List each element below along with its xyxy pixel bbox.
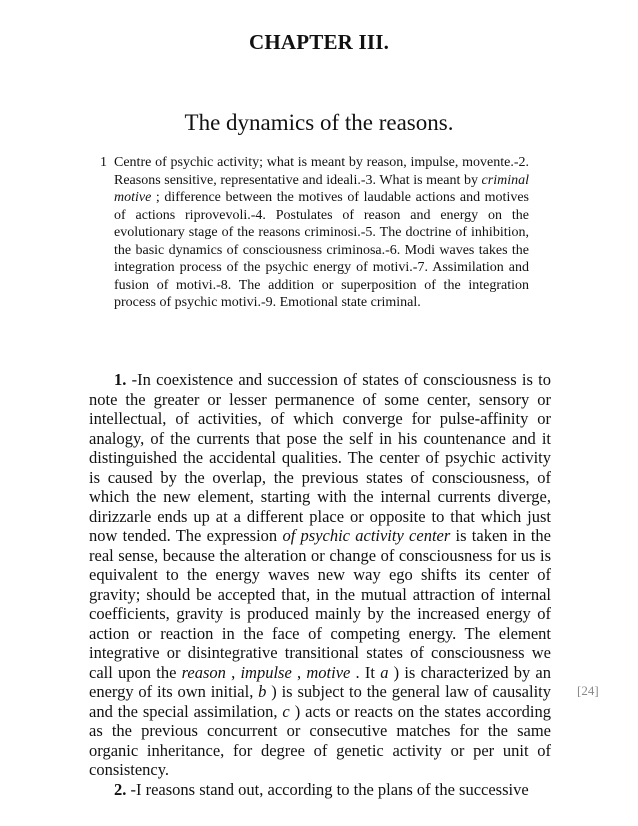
paragraph-1-text: ) is characterized by an energy of its own initial, (89, 662, 551, 701)
italic-term: of psychic activity center (282, 526, 451, 545)
italic-term: c (282, 701, 290, 721)
italic-term: reason (181, 662, 226, 682)
paragraph-1-text: ) acts or reacts on the states according as the previous concurrent or consecutive matches for the same organic inheritance, for degree of genetic activity or per unit of consistency. (89, 701, 551, 779)
paragraph-2 (89, 780, 551, 800)
section-title: The dynamics of the reasons. (184, 110, 454, 135)
italic-term: impulse (240, 662, 292, 682)
chapter-heading: CHAPTER III. (248, 30, 390, 54)
italic-term: motive (306, 662, 351, 682)
paragraph-1-text: is taken in the real sense, because the alteration or change of consciousness for us is equivalent to the energy waves new way ego shifts its center of gravity; should be accepted that, in the mutual attraction of internal coefficients, gravity is produced mainly by the increased energy of action or reaction in the face of competing energy. The element integrative or disintegrative transitional states of consciousness we call upon the (89, 526, 551, 682)
paragraph-1 (89, 370, 551, 780)
paragraph-1-text: . It (350, 662, 381, 682)
paragraph-2-number: 2. (114, 779, 127, 799)
paragraph-1-text: , (225, 662, 241, 682)
summary-italic-term: criminal motive (114, 172, 529, 205)
summary-text-1: Centre of psychic activity; what is meant by reason, impulse, movente.-2. Reasons sensitive, representative and ideali.-3. What is meant by (114, 155, 529, 188)
italic-term: a (380, 662, 389, 682)
italic-term: b (258, 682, 267, 701)
paragraph-2-text: -I reasons stand out, according to the plans of the successive (126, 779, 529, 799)
paragraph-1-number: 1. (114, 370, 127, 389)
paragraph-1-text: -In coexistence and succession of states of consciousness is to note the greater or lesser permanence of some center, sensory or intellectual, of activities, of which converge for pulse-affinity or analogy, of the currents that pose the self in his countenance and it distinguished the accidental qualities. The center of psychic activity is caused by the overlap, the previous states of consciousness, of which the new element, starting with the internal currents diverge, dirizzarle ends up at a different place or opposite to that which just now tended. The expression (89, 370, 551, 545)
page-number: [24] (577, 683, 599, 698)
body-text (89, 370, 551, 799)
summary-text-2: ; difference between the motives of laudable actions and motives of actions riprovevoli.-4. Postulates of reason and energy on the evolutionary stage of the reasons criminosi.-5. The doctrine of inhibition, the basic dynamics of consciousness criminosa.-6. Modi waves takes the integration process of the psychic energy of motivi.-7. Assimilation and fusion of motivi.-8. The addition or superposition of the integration process of psychic motivi.-9. Emotional state criminal. (114, 190, 529, 310)
paragraph-1-text: , (291, 662, 307, 682)
paragraph-1-text: ) is subject to the general law of causality and the special assimilation, (89, 682, 551, 721)
summary-number: 1 (100, 155, 107, 170)
chapter-summary (100, 154, 529, 312)
